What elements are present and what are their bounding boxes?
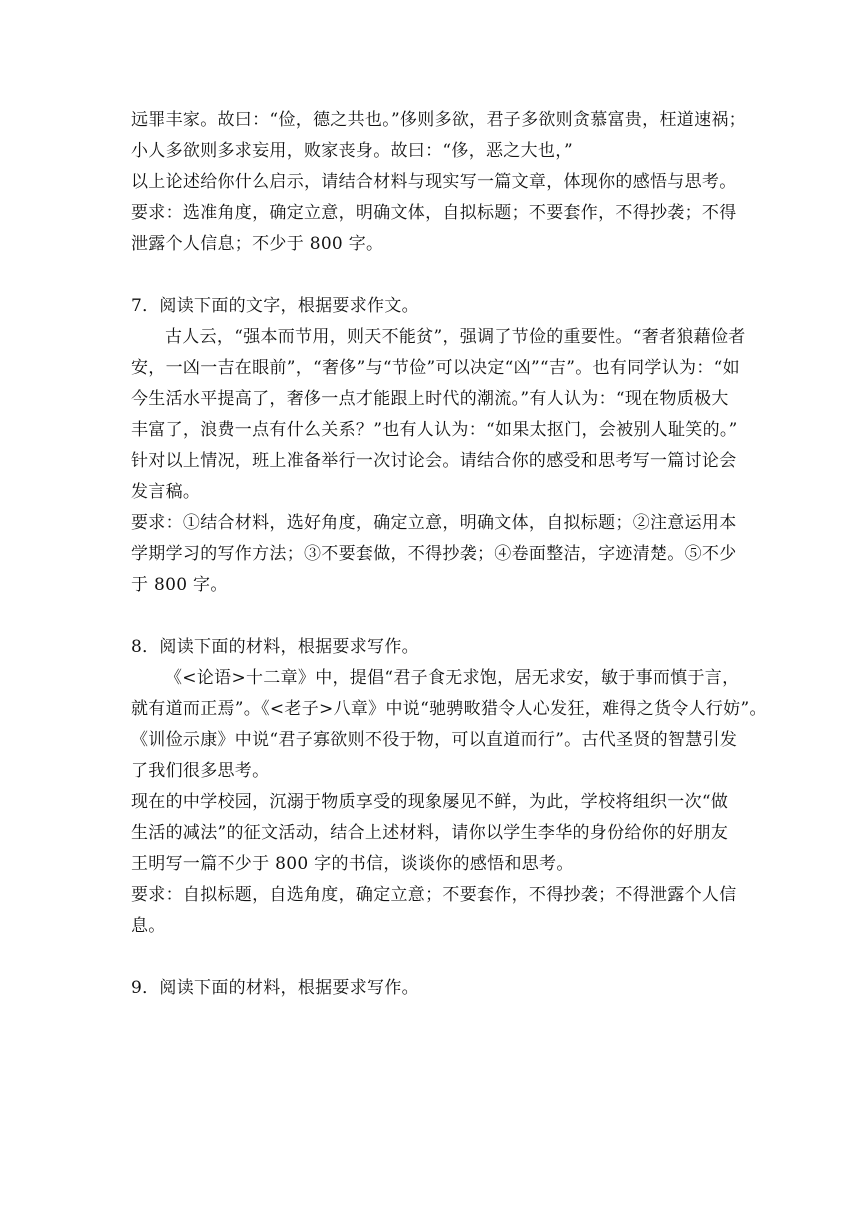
text-line: 以上论述给你什么启示，请结合材料与现实写一篇文章，体现你的感悟与思考。 — [131, 172, 737, 192]
material-line: 安，一凶一吉在眼前”，“奢侈”与“节俭”可以决定“凶”“吉”。也有同学认为：“如 — [131, 358, 740, 378]
material-line: 发言稿。 — [131, 482, 201, 502]
spacer — [131, 942, 730, 973]
requirement-line: 于 800 字。 — [131, 575, 228, 595]
material-line: 丰富了，浪费一点有什么关系？”也有人认为：“如果太抠门，会被别人耻笑的。” — [131, 420, 738, 440]
requirement-line: 学期学习的写作方法；③不要套做，不得抄袭；④卷面整洁，字迹清楚。⑤不少 — [131, 544, 737, 564]
material-line: 针对以上情况，班上准备举行一次讨论会。请结合你的感受和思考写一篇讨论会 — [131, 451, 737, 471]
material-line: 了我们很多思考。 — [131, 761, 270, 781]
material-line: 就有道而正焉”。《<老子>八章》中说“驰骋畋猎令人心发狂，难得之货令人行妨”。 — [131, 699, 767, 719]
question-9 — [131, 973, 730, 1004]
spacer — [131, 260, 730, 291]
requirement-line: 要求：①结合材料，选好角度，确定立意，明确文体，自拟标题；②注意运用本 — [131, 513, 737, 533]
text-line: 远罪丰家。故曰：“俭，德之共也。”侈则多欲，君子多欲则贪慕富贵，枉道速祸； — [131, 110, 746, 130]
requirement-line: 要求：自拟标题，自选角度，确定立意；不要套作，不得抄袭；不得泄露个人信 — [131, 885, 737, 905]
question-heading: 7．阅读下面的文字，根据要求作文。 — [131, 296, 419, 316]
text-line: 泄露个人信息；不少于 800 字。 — [131, 234, 384, 254]
material-line: 古人云，“强本而节用，则天不能贫”，强调了节俭的重要性。“奢者狼藉俭者 — [165, 327, 746, 347]
question-8 — [131, 632, 767, 942]
task-line: 王明写一篇不少于 800 字的书信，谈谈你的感悟和思考。 — [131, 854, 574, 874]
task-line: 生活的减法”的征文活动，结合上述材料，请你以学生李华的身份给你的好朋友 — [131, 823, 729, 843]
material-line: 今生活水平提高了，奢侈一点才能跟上时代的潮流。”有人认为：“现在物质极大 — [131, 389, 729, 409]
spacer — [131, 601, 730, 632]
question-heading: 9．阅读下面的材料，根据要求写作。 — [131, 978, 419, 998]
question-heading: 8．阅读下面的材料，根据要求写作。 — [131, 637, 419, 657]
material-line: 《<论语>十二章》中，提倡“君子食无求饱，居无求安，敏于事而慎于言， — [165, 668, 740, 688]
intro-section — [131, 105, 746, 260]
task-line: 现在的中学校园，沉溺于物质享受的现象屡见不鲜，为此，学校将组织一次“做 — [131, 792, 729, 812]
material-line: 《训俭示康》中说“君子寡欲则不役于物，可以直道而行”。古代圣贤的智慧引发 — [131, 730, 738, 750]
text-line: 小人多欲则多求妄用，败家丧身。故曰：“侈，恶之大也，” — [131, 141, 573, 161]
question-7 — [131, 291, 746, 601]
text-line: 要求：选准角度，确定立意，明确文体，自拟标题；不要套作，不得抄袭；不得 — [131, 203, 737, 223]
requirement-line: 息。 — [131, 916, 166, 936]
